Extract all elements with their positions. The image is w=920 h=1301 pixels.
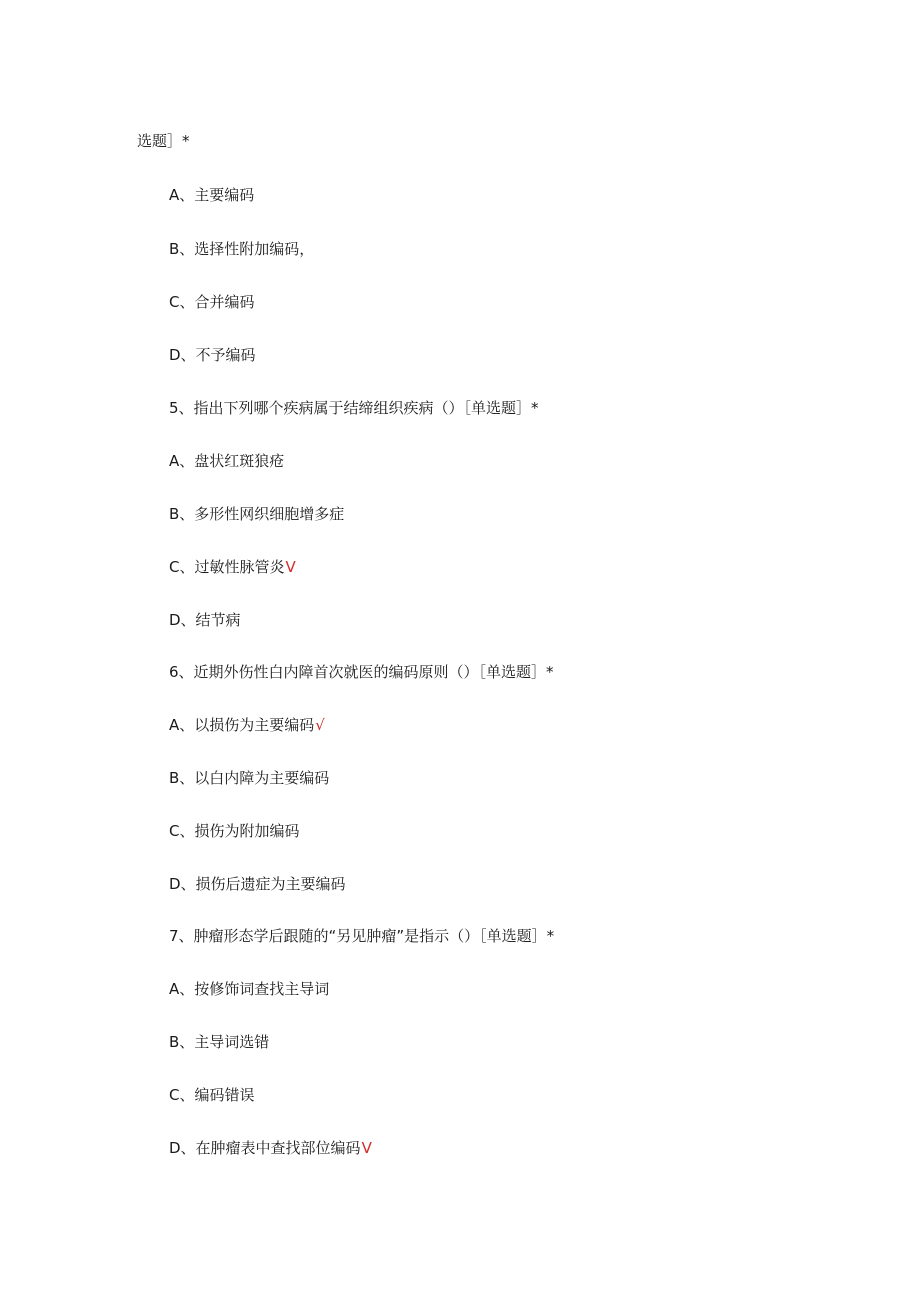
question-line <box>169 926 555 946</box>
option-text: A、盘状红斑狼疮 <box>169 452 285 470</box>
option-line <box>169 345 257 365</box>
question-line <box>169 398 540 418</box>
answer-mark: √ <box>315 716 325 734</box>
answer-mark: V <box>361 1139 372 1157</box>
option-line <box>169 715 325 735</box>
option-text: C、过敏性脉管炎 <box>169 558 285 576</box>
option-text: D、不予编码 <box>169 346 256 364</box>
question-text: 5、指出下列哪个疾病属于结缔组织疾病（）［单选题］* <box>169 399 539 417</box>
option-line <box>169 610 242 630</box>
option-text: A、按修饰词查找主导词 <box>169 980 330 998</box>
option-text: D、在肿瘤表中查找部位编码 <box>169 1139 361 1157</box>
option-line <box>169 979 330 999</box>
option-line <box>169 821 300 841</box>
question-line <box>169 662 555 682</box>
answer-mark: V <box>285 558 296 576</box>
option-line <box>169 1138 372 1158</box>
option-line <box>169 557 296 577</box>
option-text: D、结节病 <box>169 611 241 629</box>
option-text: C、编码错误 <box>169 1086 255 1104</box>
option-line <box>169 874 347 894</box>
option-line <box>169 292 255 312</box>
question-continuation: 选题］* <box>137 132 190 150</box>
option-line <box>169 1085 255 1105</box>
question-text: 6、近期外伤性白内障首次就医的编码原则（）［单选题］* <box>169 663 554 681</box>
option-text: A、主要编码 <box>169 186 255 204</box>
option-line <box>169 1032 270 1052</box>
option-line <box>169 768 330 788</box>
option-line <box>169 185 255 205</box>
option-text: A、以损伤为主要编码 <box>169 716 315 734</box>
option-line <box>169 239 315 259</box>
option-text: C、合并编码 <box>169 293 255 311</box>
option-text: C、损伤为附加编码 <box>169 822 300 840</box>
option-text: B、选择性附加编码， <box>169 240 315 258</box>
option-text: B、主导词选错 <box>169 1033 270 1051</box>
option-line <box>169 451 285 471</box>
option-line <box>169 504 345 524</box>
option-text: D、损伤后遗症为主要编码 <box>169 875 346 893</box>
option-text: B、以白内障为主要编码 <box>169 769 330 787</box>
option-text: B、多形性网织细胞增多症 <box>169 505 345 523</box>
question-text: 7、肿瘤形态学后跟随的“另见肿瘤”是指示（）［单选题］* <box>169 927 555 945</box>
